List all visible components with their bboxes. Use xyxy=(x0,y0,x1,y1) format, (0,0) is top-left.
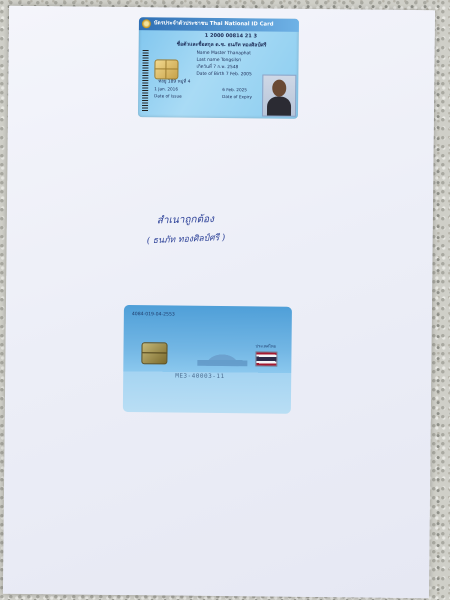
barcode-strip xyxy=(142,49,149,111)
expiry-label: Date of Expiry xyxy=(222,93,253,100)
last-name-en: Last name Tongsilsri xyxy=(196,57,242,64)
garuda-emblem-icon xyxy=(142,19,151,28)
dob-en: Date of Birth 7 Feb. 2005 xyxy=(196,71,252,78)
portrait-body xyxy=(267,96,291,115)
id-card-back xyxy=(123,305,292,414)
expiry-date: 6 Feb. 2025 xyxy=(222,87,247,93)
issue-date: 1 Jan. 2016 xyxy=(154,86,179,92)
card-header xyxy=(139,17,299,32)
thai-flag-icon xyxy=(255,351,277,366)
portrait-head xyxy=(272,80,286,97)
issue-label: Date of Issue xyxy=(154,93,182,99)
dob-thai: เกิดวันที่ 7 ก.พ. 2548 xyxy=(196,64,239,71)
id-card-front xyxy=(138,17,299,119)
id-number: 1 2000 00814 21 3 xyxy=(204,32,258,40)
temple-watermark-icon xyxy=(197,348,247,367)
certified-copy-text: สำเนาถูกต้อง xyxy=(156,213,215,227)
laser-serial: ME3-40003-11 xyxy=(175,372,225,381)
smart-chip-icon xyxy=(154,59,178,79)
flag-block xyxy=(255,342,277,366)
card-title-en: Thai National ID Card xyxy=(209,21,274,29)
name-en: Name Master Thanaphat xyxy=(196,50,251,57)
portrait-photo xyxy=(262,74,296,116)
signer-name: ( ธนภัท ทองศิลป์ศรี ) xyxy=(146,233,226,247)
name-thai: ชื่อตัวและชื่อสกุล ด.ช. ธนภัท ทองศิลป์ศรี xyxy=(176,41,267,49)
paper-sheet xyxy=(3,6,435,598)
flag-label: ประเทศไทย xyxy=(255,343,276,349)
back-chip-icon xyxy=(141,342,167,364)
address-line: ที่อยู่ 189 หมู่ที่ 4 xyxy=(158,79,191,85)
card-dates xyxy=(154,87,182,101)
card-expiry xyxy=(222,88,252,102)
back-code: 4084-019-04-2553 xyxy=(131,312,175,318)
card-title-thai: บัตรประจำตัวประชาชน xyxy=(153,20,208,28)
